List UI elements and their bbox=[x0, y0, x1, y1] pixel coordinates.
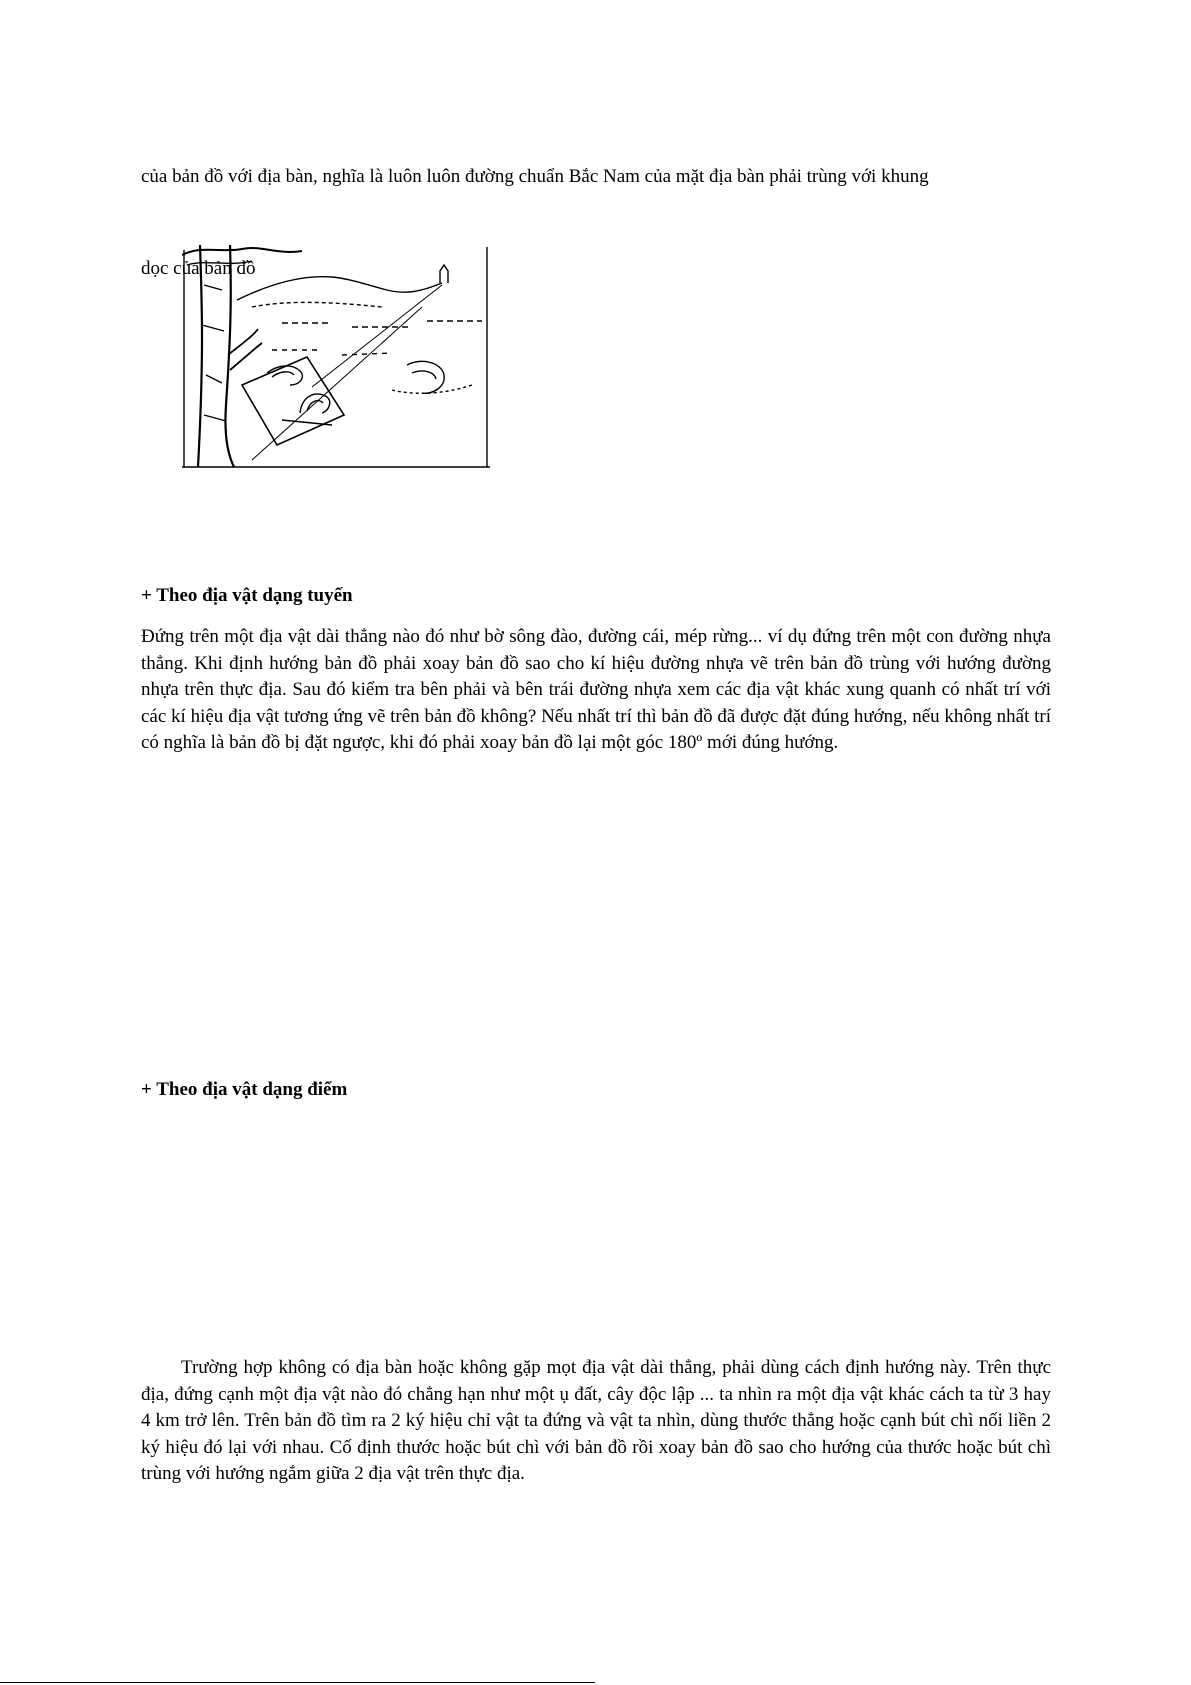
sight-line bbox=[312, 285, 442, 387]
tree-trunk-right bbox=[225, 245, 234, 467]
map-sheet bbox=[242, 357, 344, 445]
footer-rule bbox=[0, 1682, 595, 1683]
section-paragraph-linear: Đứng trên một địa vật dài thẳng nào đó như bờ sông đào, đường cái, mép rừng... ví dụ đứng trên một con đường nhựa thẳng. Khi định hướng bản đồ phải xoay bản đồ sao cho kí hiệu đường nhựa vẽ trên bản đồ trùng với hướng đường nhựa trên thực địa. Sau đó kiểm tra bên phải và bên trái đường nhựa xem các địa vật khác xung quanh có nhất trí với các kí hiệu địa vật tương ứng vẽ trên bản đồ không? Nếu nhất trí thì bản đồ đã được đặt đúng hướng, nếu không nhất trí có nghĩa là bản đồ bị đặt ngược, khi đó phải xoay bản đồ lại một góc 180º mới đúng hướng. bbox=[141, 626, 1051, 753]
hill-line bbox=[237, 277, 442, 300]
intro-line-2: dọc của bản đồ bbox=[141, 258, 256, 279]
tree-trunk-left bbox=[198, 245, 202, 467]
section-paragraph-point: Trường hợp không có địa bàn hoặc không gặp mọt địa vật dài thẳng, phải dùng cách định hướng này. Trên thực địa, đứng cạnh một địa vật nào đó chẳng hạn như một ụ đất, cây độc lập ... ta nhìn ra một địa vật khác cách ta từ 3 hay 4 km trở lên. Trên bản đồ tìm ra 2 ký hiệu chỉ vật ta đứng và vật ta nhìn, dùng thước thẳng hoặc cạnh bút chì nối liền 2 ký hiệu đó lại với nhau. Cố định thước hoặc bút chì với bản đồ rồi xoay bản đồ sao cho hướng của thước hoặc bút chì trùng với hướng ngắm giữa 2 địa vật trên thực địa. bbox=[141, 1357, 1051, 1484]
intro-line-1: của bản đồ với địa bàn, nghĩa là luôn luôn đường chuẩn Bắc Nam của mặt địa bàn phải trùng với khung bbox=[141, 166, 929, 187]
section-heading-point: + Theo địa vật dạng điểm bbox=[141, 1079, 348, 1100]
orientation-sketch-illustration bbox=[182, 245, 492, 470]
section-heading-linear: + Theo địa vật dạng tuyến bbox=[141, 585, 353, 606]
distant-tower bbox=[440, 265, 448, 283]
